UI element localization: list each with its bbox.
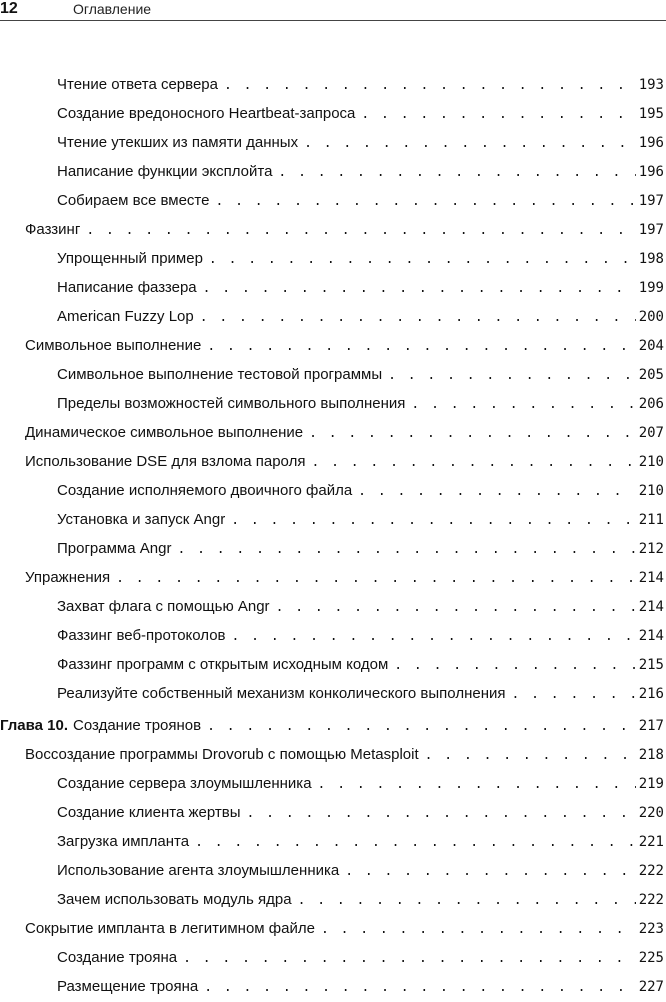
toc-entry-title: Сокрытие импланта в легитимном файле	[25, 920, 315, 937]
dot-leader	[207, 712, 636, 741]
toc-page-number: 220	[638, 805, 664, 821]
dot-leader	[276, 593, 636, 622]
table-of-contents	[0, 70, 666, 1001]
toc-chapter-entry[interactable]	[0, 711, 666, 740]
toc-page-number: 200	[638, 309, 664, 325]
toc-entry-title: American Fuzzy Lop	[57, 308, 194, 325]
toc-entry-title: Написание функции эксплойта	[57, 163, 273, 180]
toc-entry-title: Написание фаззера	[57, 279, 197, 296]
toc-page-number: 218	[638, 747, 664, 763]
toc-page-number: 197	[638, 222, 664, 238]
toc-entry-title: Упражнения	[25, 569, 111, 586]
toc-subsection-entry[interactable]	[0, 972, 666, 1001]
toc-page-number: 193	[638, 77, 664, 93]
dot-leader	[411, 390, 635, 419]
toc-entry-title: Создание трояна	[57, 949, 178, 966]
toc-subsection-entry[interactable]	[0, 798, 666, 827]
dot-leader	[345, 857, 635, 886]
toc-entry-title: Чтение ответа сервера	[57, 76, 218, 93]
toc-entry-title: Воссоздание программы Drovorub с помощью Metasploit	[25, 746, 419, 763]
dot-leader	[224, 71, 636, 100]
toc-page-number: 223	[638, 921, 664, 937]
running-head: Оглавление	[73, 1, 152, 17]
dot-leader	[86, 216, 635, 245]
toc-subsection-entry[interactable]	[0, 592, 666, 621]
toc-page-number: 214	[638, 628, 664, 644]
toc-entry-title: Создание исполняемого двоичного файла	[57, 482, 353, 499]
toc-page-number: 210	[638, 454, 664, 470]
toc-subsection-entry[interactable]	[0, 769, 666, 798]
toc-section-entry[interactable]	[0, 563, 666, 592]
toc-page-number: 199	[638, 280, 664, 296]
toc-page-number: 225	[638, 950, 664, 966]
page-header	[0, 0, 666, 22]
toc-section-entry[interactable]	[0, 331, 666, 360]
toc-subsection-entry[interactable]	[0, 70, 666, 99]
toc-entry-title: Использование агента злоумышленника	[57, 862, 340, 879]
toc-page-number: 211	[638, 512, 664, 528]
toc-subsection-entry[interactable]	[0, 885, 666, 914]
toc-entry-title: Собираем все вместе	[57, 192, 210, 209]
dot-leader	[318, 770, 636, 799]
toc-entry-title: Создание вредоносного Heartbeat-запроса	[57, 105, 356, 122]
toc-page-number: 196	[638, 164, 664, 180]
toc-subsection-entry[interactable]	[0, 99, 666, 128]
dot-leader	[321, 915, 636, 944]
toc-entry-title: Создание клиента жертвы	[57, 804, 241, 821]
dot-leader	[304, 129, 636, 158]
dot-leader	[209, 245, 636, 274]
dot-leader	[511, 680, 635, 709]
dot-leader	[298, 886, 636, 915]
toc-subsection-entry[interactable]	[0, 244, 666, 273]
toc-subsection-entry[interactable]	[0, 157, 666, 186]
toc-page-number: 207	[638, 425, 664, 441]
dot-leader	[203, 274, 636, 303]
dot-leader	[195, 828, 636, 857]
toc-entry-title: Фаззинг программ с открытым исходным кодом	[57, 656, 389, 673]
toc-section-entry[interactable]	[0, 418, 666, 447]
toc-subsection-entry[interactable]	[0, 650, 666, 679]
toc-subsection-entry[interactable]	[0, 360, 666, 389]
toc-entry-title: Упрощенный пример	[57, 250, 203, 267]
toc-page-number: 227	[638, 979, 664, 995]
dot-leader	[232, 622, 636, 651]
toc-subsection-entry[interactable]	[0, 621, 666, 650]
toc-subsection-entry[interactable]	[0, 389, 666, 418]
toc-page-number: 195	[638, 106, 664, 122]
toc-subsection-entry[interactable]	[0, 476, 666, 505]
toc-page-number: 197	[638, 193, 664, 209]
dot-leader	[278, 158, 635, 187]
toc-section-entry[interactable]	[0, 914, 666, 943]
toc-subsection-entry[interactable]	[0, 534, 666, 563]
toc-page-number: 210	[638, 483, 664, 499]
dot-leader	[215, 187, 635, 216]
dot-leader	[231, 506, 636, 535]
dot-leader	[394, 651, 635, 680]
toc-entry-title: Загрузка импланта	[57, 833, 190, 850]
toc-entry-title: Захват флага с помощью Angr	[57, 598, 270, 615]
toc-page-number: 212	[638, 541, 664, 557]
toc-subsection-entry[interactable]	[0, 943, 666, 972]
toc-entry-title: Динамическое символьное выполнение	[25, 424, 304, 441]
toc-subsection-entry[interactable]	[0, 856, 666, 885]
dot-leader	[177, 535, 635, 564]
toc-entry-title: Зачем использовать модуль ядра	[57, 891, 292, 908]
toc-entry-title: Создание сервера злоумышленника	[57, 775, 312, 792]
toc-page-number: 198	[638, 251, 664, 267]
header-divider	[0, 20, 666, 21]
toc-entry-title: Размещение трояна	[57, 978, 199, 995]
toc-page-number: 206	[638, 396, 664, 412]
toc-subsection-entry[interactable]	[0, 302, 666, 331]
toc-page-number: 214	[638, 570, 664, 586]
toc-page-number: 196	[638, 135, 664, 151]
toc-section-entry[interactable]	[0, 447, 666, 476]
toc-page-number: 219	[638, 776, 664, 792]
toc-entry-title: Фаззинг веб-протоколов	[57, 627, 226, 644]
toc-page-number: 205	[638, 367, 664, 383]
dot-leader	[200, 303, 636, 332]
toc-page-number: 204	[638, 338, 664, 354]
chapter-label: Глава 10.	[0, 717, 69, 734]
toc-entry-title: Символьное выполнение	[25, 337, 202, 354]
dot-leader	[183, 944, 636, 973]
dot-leader	[204, 973, 635, 1002]
dot-leader	[361, 100, 635, 129]
toc-entry-title: Реализуйте собственный механизм конколического выполнения	[57, 685, 506, 702]
toc-entry-title: Создание троянов	[73, 717, 202, 734]
toc-page-number: 222	[638, 892, 664, 908]
toc-entry-title: Установка и запуск Angr	[57, 511, 226, 528]
dot-leader	[425, 741, 636, 770]
dot-leader	[388, 361, 636, 390]
toc-subsection-entry[interactable]	[0, 679, 666, 708]
dot-leader	[116, 564, 636, 593]
toc-page-number: 221	[638, 834, 664, 850]
toc-page-number: 214	[638, 599, 664, 615]
toc-page-number: 215	[638, 657, 664, 673]
toc-entry-title: Использование DSE для взлома пароля	[25, 453, 306, 470]
toc-page-number: 222	[638, 863, 664, 879]
toc-page-number: 216	[638, 686, 664, 702]
toc-subsection-entry[interactable]	[0, 128, 666, 157]
toc-entry-title: Программа Angr	[57, 540, 172, 557]
toc-section-entry[interactable]	[0, 740, 666, 769]
toc-entry-title: Фаззинг	[25, 221, 81, 238]
dot-leader	[358, 477, 636, 506]
toc-subsection-entry[interactable]	[0, 273, 666, 302]
dot-leader	[311, 448, 635, 477]
toc-entry-title: Символьное выполнение тестовой программы	[57, 366, 383, 383]
toc-entry-title: Чтение утекших из памяти данных	[57, 134, 299, 151]
toc-subsection-entry[interactable]	[0, 186, 666, 215]
toc-entry-title: Пределы возможностей символьного выполнения	[57, 395, 406, 412]
toc-subsection-entry[interactable]	[0, 505, 666, 534]
toc-subsection-entry[interactable]	[0, 827, 666, 856]
dot-leader	[207, 332, 635, 361]
dot-leader	[247, 799, 636, 828]
page-number: 12	[0, 0, 18, 17]
dot-leader	[309, 419, 636, 448]
toc-section-entry[interactable]	[0, 215, 666, 244]
toc-page-number: 217	[638, 718, 664, 734]
